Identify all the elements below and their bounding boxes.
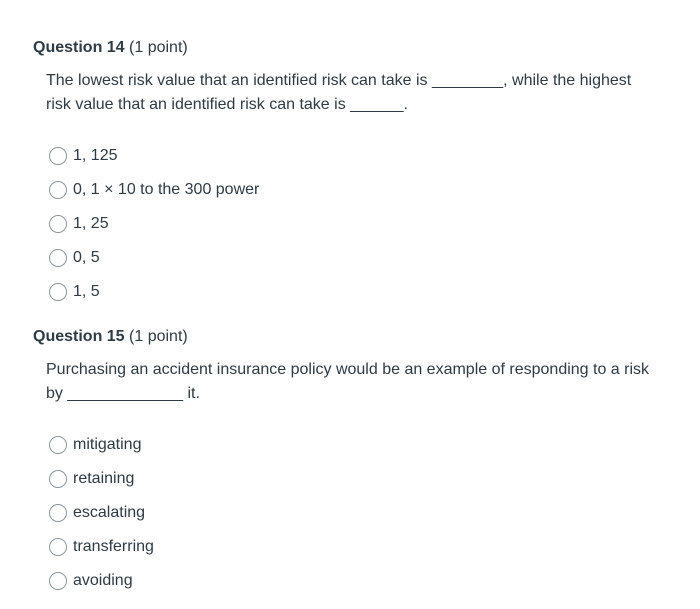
radio-button[interactable] bbox=[49, 283, 67, 301]
answer-label[interactable]: 1, 125 bbox=[73, 147, 118, 164]
answer-label[interactable]: 1, 25 bbox=[73, 215, 109, 232]
radio-button[interactable] bbox=[49, 572, 67, 590]
answer-option[interactable] bbox=[49, 428, 673, 462]
answer-label[interactable]: 1, 5 bbox=[73, 283, 100, 300]
answer-option[interactable] bbox=[49, 462, 673, 496]
answer-label[interactable]: mitigating bbox=[73, 436, 142, 453]
answer-option[interactable] bbox=[49, 275, 673, 309]
answer-option[interactable] bbox=[49, 139, 673, 173]
answer-label[interactable]: escalating bbox=[73, 504, 146, 521]
radio-button[interactable] bbox=[49, 249, 67, 267]
question-15 bbox=[33, 326, 673, 598]
answer-list bbox=[49, 139, 673, 309]
radio-button[interactable] bbox=[49, 181, 67, 199]
answer-option[interactable] bbox=[49, 241, 673, 275]
radio-button[interactable] bbox=[49, 470, 67, 488]
radio-button[interactable] bbox=[49, 147, 67, 165]
question-text bbox=[46, 358, 658, 406]
radio-button[interactable] bbox=[49, 436, 67, 454]
question-text-line: risk value that an identified risk can take is ______. bbox=[46, 96, 408, 113]
radio-button[interactable] bbox=[49, 215, 67, 233]
answer-label[interactable]: 0, 5 bbox=[73, 249, 100, 266]
question-header bbox=[33, 326, 673, 348]
question-text-line: Purchasing an accident insurance policy would be an example of responding to a risk bbox=[46, 361, 650, 378]
radio-button[interactable] bbox=[49, 504, 67, 522]
answer-label[interactable]: avoiding bbox=[73, 572, 133, 589]
answer-option[interactable] bbox=[49, 207, 673, 241]
answer-option[interactable] bbox=[49, 564, 673, 598]
answer-option[interactable] bbox=[49, 496, 673, 530]
radio-button[interactable] bbox=[49, 538, 67, 556]
question-number: Question 14 bbox=[33, 39, 125, 56]
question-points: (1 point) bbox=[129, 328, 188, 345]
question-number: Question 15 bbox=[33, 328, 125, 345]
question-14 bbox=[33, 37, 673, 309]
answer-label[interactable]: 0, 1 × 10 to the 300 power bbox=[73, 181, 260, 198]
answer-option[interactable] bbox=[49, 530, 673, 564]
question-header bbox=[33, 37, 673, 59]
answer-label[interactable]: transferring bbox=[73, 538, 154, 555]
answer-label[interactable]: retaining bbox=[73, 470, 135, 487]
question-text-line: by _____________ it. bbox=[46, 385, 200, 402]
question-text-line: The lowest risk value that an identified risk can take is ________, while the highest bbox=[46, 72, 632, 89]
question-points: (1 point) bbox=[129, 39, 188, 56]
question-text bbox=[46, 69, 658, 117]
answer-list bbox=[49, 428, 673, 598]
answer-option[interactable] bbox=[49, 173, 673, 207]
